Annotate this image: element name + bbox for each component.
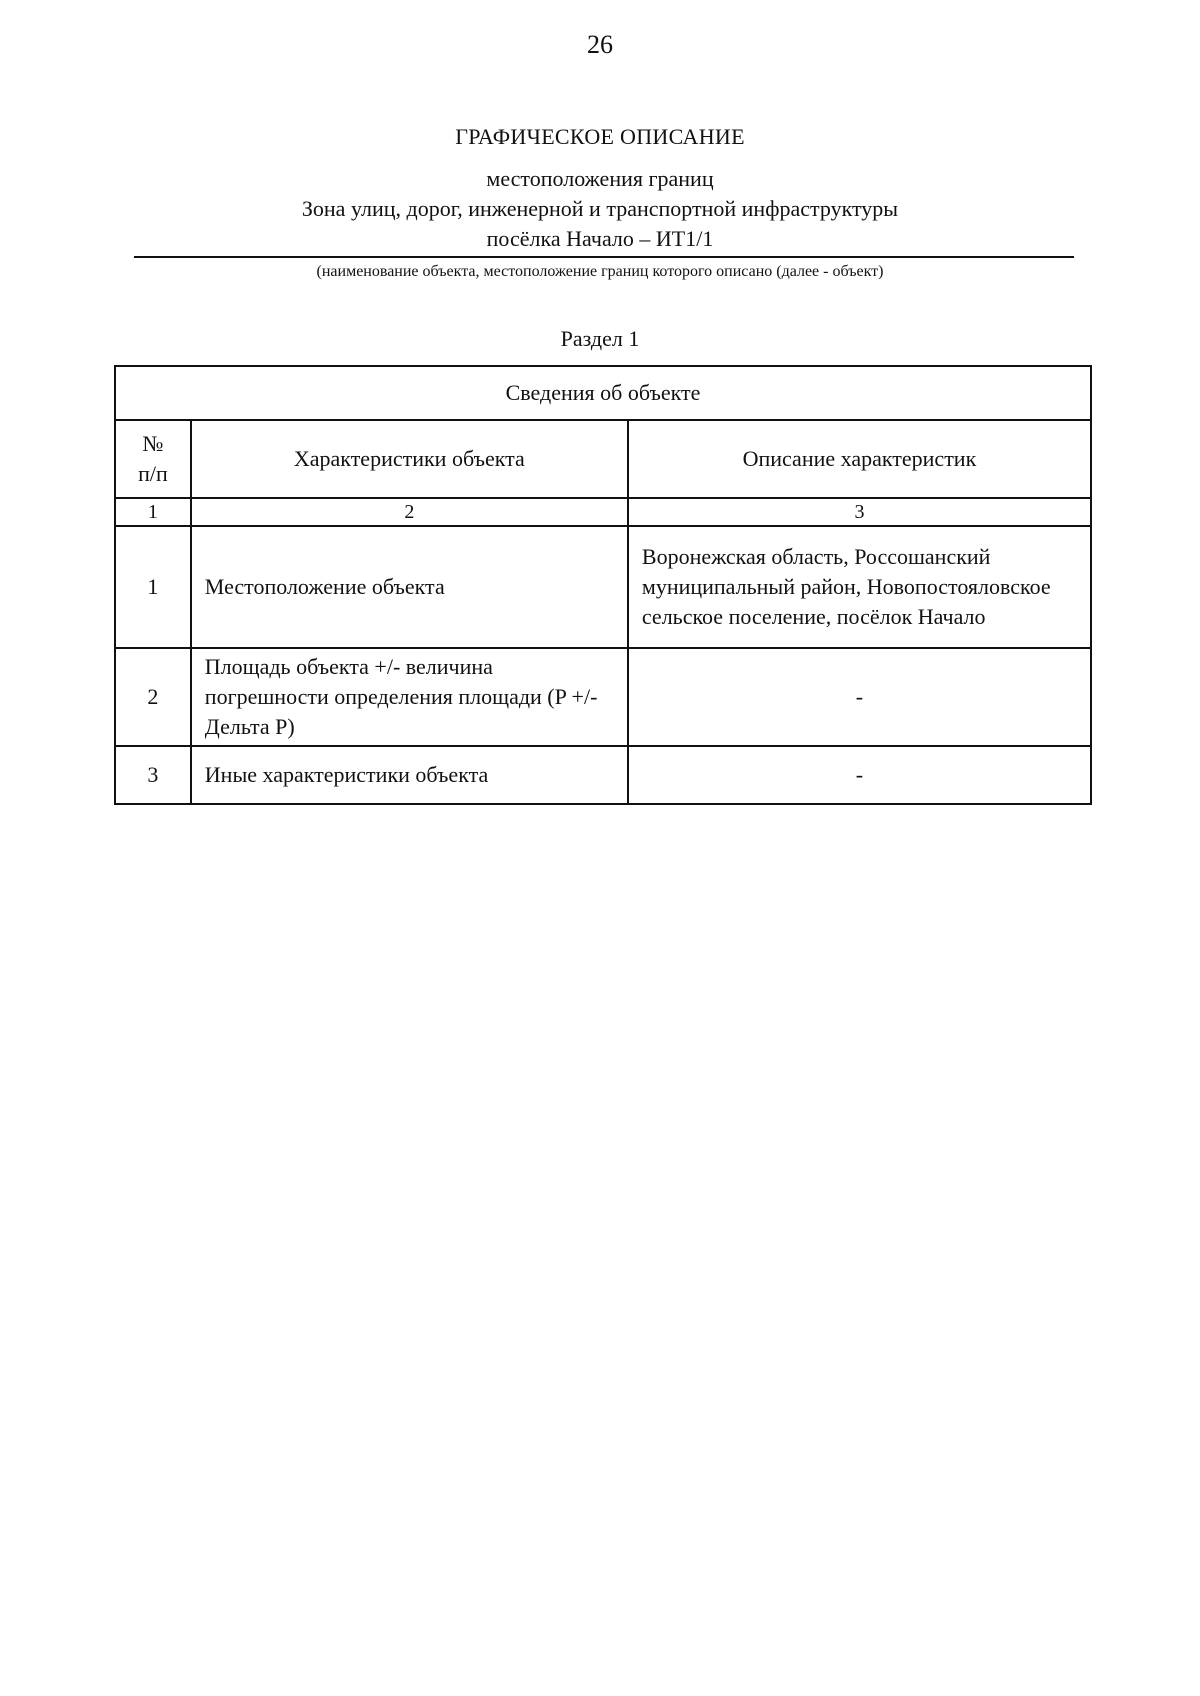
row-description: - bbox=[628, 648, 1091, 746]
table-caption: Сведения об объекте bbox=[115, 366, 1091, 420]
row-characteristic: Иные характеристики объекта bbox=[191, 746, 628, 804]
column-number: 2 bbox=[191, 498, 628, 526]
page-number: 26 bbox=[587, 30, 613, 59]
row-number: 1 bbox=[115, 526, 191, 648]
object-info-table bbox=[114, 365, 1092, 805]
row-number: 2 bbox=[115, 648, 191, 746]
subtitle-line-3: посёлка Начало – ИТ1/1 bbox=[486, 226, 714, 251]
header-num: № п/п bbox=[115, 420, 191, 498]
table-row bbox=[115, 746, 1091, 804]
column-number-row bbox=[115, 498, 1091, 526]
title-underline bbox=[134, 256, 1074, 258]
row-characteristic: Местоположение объекта bbox=[191, 526, 628, 648]
table-header-row bbox=[115, 420, 1091, 498]
column-number: 3 bbox=[628, 498, 1091, 526]
header-characteristic: Характеристики объекта bbox=[191, 420, 628, 498]
row-description: - bbox=[628, 746, 1091, 804]
subtitle-line-1: местоположения границ bbox=[486, 166, 714, 191]
object-caption: (наименование объекта, местоположение границ которого описано (далее - объект) bbox=[316, 263, 884, 280]
row-characteristic: Площадь объекта +/- величина погрешности определения площади (P +/- Дельта P) bbox=[191, 648, 628, 746]
section-title: Раздел 1 bbox=[560, 326, 640, 351]
column-number: 1 bbox=[115, 498, 191, 526]
header-description: Описание характеристик bbox=[628, 420, 1091, 498]
document-title: ГРАФИЧЕСКОЕ ОПИСАНИЕ bbox=[455, 124, 745, 149]
row-number: 3 bbox=[115, 746, 191, 804]
row-description: Воронежская область, Россошанский муниципальный район, Новопостояловское сельское поселение, посёлок Начало bbox=[628, 526, 1091, 648]
table-row bbox=[115, 526, 1091, 648]
table-caption-row bbox=[115, 366, 1091, 420]
table-row bbox=[115, 648, 1091, 746]
subtitle-line-2: Зона улиц, дорог, инженерной и транспортной инфраструктуры bbox=[301, 196, 899, 221]
